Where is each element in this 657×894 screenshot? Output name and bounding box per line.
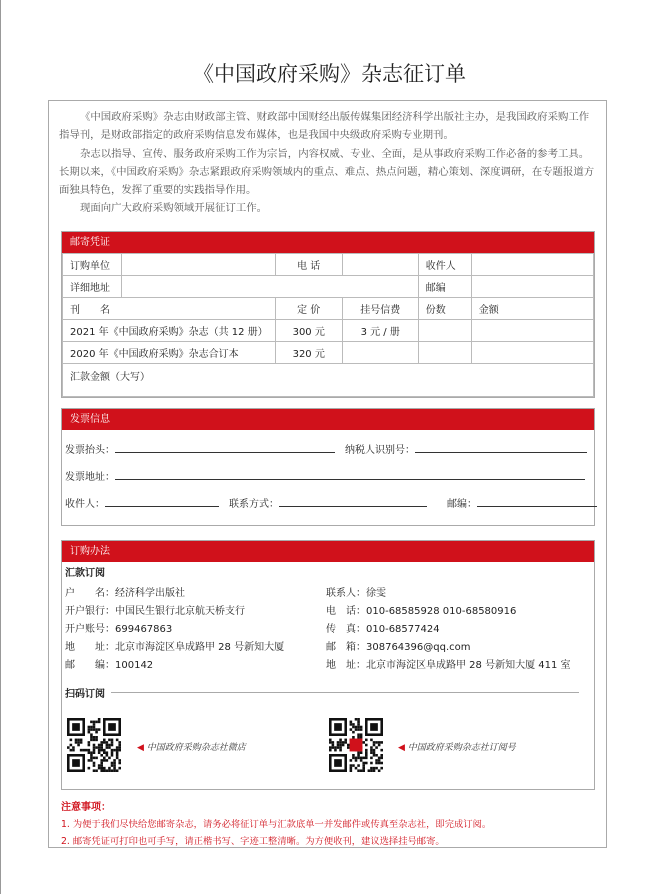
qty-field[interactable] (418, 342, 471, 364)
invoice-title-label: 发票抬头： (65, 445, 115, 456)
order-info: 地 址：北京市海淀区阜成路甲 28 号新知大厦 (65, 642, 285, 653)
col-name: 刊 名 (63, 298, 276, 320)
scan-title: 扫码订阅 (65, 689, 105, 700)
taxid-label: 纳税人识别号： (345, 445, 415, 456)
divider (111, 692, 579, 693)
receiver-label: 收件人 (418, 254, 471, 276)
receiver-field[interactable] (471, 254, 593, 276)
invoice-address-label: 发票地址： (65, 472, 115, 483)
invoice-postcode-field[interactable] (477, 496, 597, 507)
table-row (63, 364, 594, 397)
remit-title: 汇款订阅 (65, 568, 105, 579)
invoice-title-field[interactable] (115, 442, 335, 453)
arrow-left-icon: ◀ (398, 743, 405, 753)
contact-field[interactable] (279, 496, 427, 507)
phone-label: 电 话 (275, 254, 342, 276)
total-label: 汇款金额（大写） (63, 364, 594, 397)
taxid-field[interactable] (415, 442, 587, 453)
item-name: 2021 年《中国政府采购》杂志（共 12 册） (63, 320, 276, 342)
intro-paragraph: 杂志以指导、宣传、服务政府采购工作为宗旨，内容权威、专业、全面，是从事政府采购工作必备的参考工具。长期以来，《中国政府采购》杂志紧跟政府采购领域内的重点、难点、热点问题，精心策划、深度调研，在专题报道方面独具特色，发挥了重要的实践指导作用。 (59, 147, 595, 197)
item-price: 320 元 (275, 342, 342, 364)
qty-field[interactable] (418, 320, 471, 342)
order-info: 地 址：北京市海淀区阜成路甲 28 号新知大厦 411 室 (326, 660, 571, 671)
table-row (63, 342, 594, 364)
mail-section (61, 231, 595, 398)
address-label: 详细地址 (63, 276, 122, 298)
order-info: 开户银行：中国民生银行北京航天桥支行 (65, 606, 245, 617)
postcode-label: 邮编 (418, 276, 471, 298)
col-qty: 份数 (418, 298, 471, 320)
invoice-receiver-label: 收件人： (65, 499, 105, 510)
arrow-left-icon: ◀ (137, 743, 144, 753)
amount-field[interactable] (471, 342, 593, 364)
unit-field[interactable] (121, 254, 275, 276)
table-row (63, 298, 594, 320)
qr-code-shop[interactable] (67, 718, 121, 772)
item-name: 2020 年《中国政府采购》杂志合订本 (63, 342, 276, 364)
table-row (63, 254, 594, 276)
intro-text (59, 108, 599, 218)
invoice-receiver-field[interactable] (105, 496, 219, 507)
page-title: 《中国政府采购》杂志征订单 (193, 62, 466, 86)
mail-header: 邮寄凭证 (62, 232, 594, 253)
unit-label: 订购单位 (63, 254, 122, 276)
invoice-postcode-label: 邮编： (447, 499, 477, 510)
col-price: 定 价 (275, 298, 342, 320)
note-item: 2. 邮寄凭证可打印也可手写，请正楷书写、字迹工整清晰。为方便收刊，建议选择挂号邮寄。 (61, 836, 445, 847)
address-field[interactable] (121, 276, 418, 298)
item-price: 300 元 (275, 320, 342, 342)
order-info: 邮 箱：308764396@qq.com (326, 642, 471, 653)
col-amount: 金额 (471, 298, 593, 320)
invoice-address-field[interactable] (115, 469, 585, 480)
amount-field[interactable] (471, 320, 593, 342)
postcode-field[interactable] (471, 276, 593, 298)
qr-label-shop: 中国政府采购杂志社微店 (146, 743, 246, 753)
note-item: 1. 为便于我们尽快给您邮寄杂志，请务必将征订单与汇款底单一并发邮件或传真至杂志社，即完成订阅。 (61, 819, 492, 830)
order-info: 电 话：010-68585928 010-68580916 (326, 606, 517, 617)
contact-label: 联系方式： (229, 499, 279, 510)
order-info: 开户账号：699467863 (65, 624, 173, 635)
table-row (63, 276, 594, 298)
table-row (63, 320, 594, 342)
order-header: 订购办法 (62, 541, 594, 562)
qr-label-subscription: 中国政府采购杂志社订阅号 (407, 743, 516, 753)
item-fee: 3 元 / 册 (342, 320, 418, 342)
item-fee (342, 342, 418, 364)
intro-paragraph: 《中国政府采购》杂志由财政部主管、财政部中国财经出版传媒集团经济科学出版社主办，是我国政府采购工作指导刊，是财政部指定的政府采购信息发布媒体，也是我国中央级政府采购专业期刊。 (59, 111, 590, 142)
order-info: 户 名：经济科学出版社 (65, 588, 185, 599)
order-info: 联系人：徐雯 (326, 588, 386, 599)
mail-table (62, 253, 594, 397)
notes-title: 注意事项： (61, 802, 111, 813)
phone-field[interactable] (342, 254, 418, 276)
invoice-header: 发票信息 (62, 409, 594, 430)
order-info: 邮 编：100142 (65, 660, 154, 671)
order-info: 传 真：010-68577424 (326, 624, 440, 635)
col-fee: 挂号信费 (342, 298, 418, 320)
qr-code-subscription[interactable] (329, 718, 383, 772)
intro-paragraph: 现面向广大政府采购领域开展征订工作。 (80, 202, 268, 215)
